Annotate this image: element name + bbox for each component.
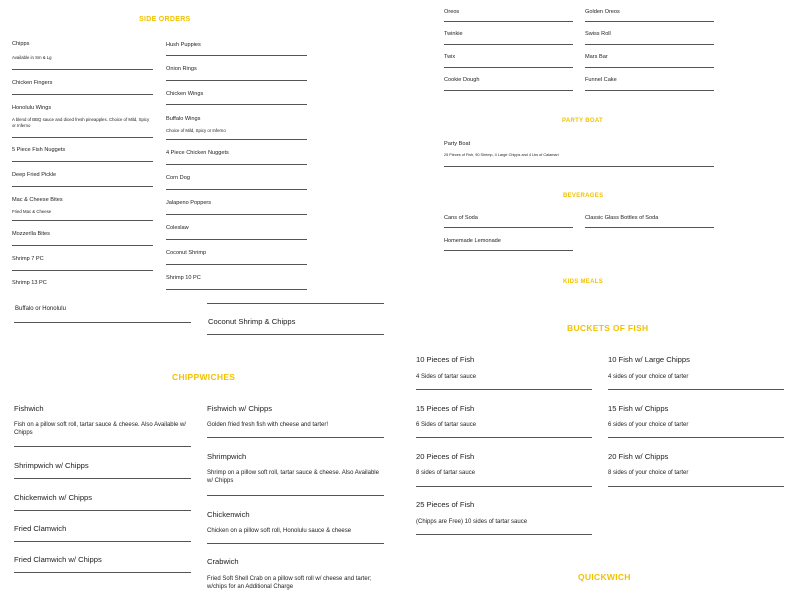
menu-item [444, 22, 573, 45]
item-desc: 6 Sides of tartar sauce [416, 422, 477, 428]
menu-item [166, 140, 307, 165]
item-name: Onion Rings [166, 66, 197, 72]
menu-item [166, 105, 307, 140]
item-desc: Choice of Mild, Spicy or Inferno [166, 128, 226, 133]
item-desc: Available in Sm & Lg [12, 55, 52, 60]
desserts-col1 [444, 0, 573, 91]
item-name: 5 Piece Fish Nuggets [12, 147, 66, 153]
item-name: Chickenwich [207, 510, 250, 519]
item-name: Chickenwich w/ Chipps [14, 493, 93, 502]
item-name: Shrimp 7 PC [12, 256, 44, 262]
beverages-col2 [585, 205, 714, 228]
item-name: Mozzerlla Bites [12, 231, 50, 237]
item-name: Coconut Shrimp [166, 250, 207, 256]
menu-item [166, 36, 307, 56]
item-name: Fried Clamwich [14, 524, 67, 533]
item-name: Fishwich [14, 404, 44, 413]
menu-item [585, 22, 714, 45]
item-desc: 8 sides of your choice of tarter [608, 470, 689, 476]
item-name: Cans of Soda [444, 215, 478, 221]
menu-item [207, 438, 384, 496]
menu-item [166, 240, 307, 265]
menu-item [14, 542, 191, 573]
buckets-col2 [608, 346, 784, 487]
menu-item [608, 438, 784, 487]
menu-item [12, 221, 153, 246]
item-name: Shrimp 13 PC [12, 280, 47, 286]
buckets-heading: BUCKETS OF FISH [567, 323, 649, 333]
item-desc: Fried Mac & Cheese [12, 209, 52, 214]
menu-item [444, 205, 573, 228]
item-name: 25 Pieces of Fish [416, 500, 475, 509]
item-name: Deep Fried Pickle [12, 172, 57, 178]
menu-item [12, 246, 153, 271]
divider [207, 334, 384, 335]
beverages-heading: BEVERAGES [563, 193, 604, 199]
coconut-shrimp-item: Coconut Shrimp & Chipps [208, 317, 296, 326]
item-name: Corn Dog [166, 175, 190, 181]
menu-item [14, 396, 191, 447]
item-name: 20 Fish w/ Chipps [608, 452, 669, 461]
menu-item [14, 511, 191, 542]
side-orders-col1 [12, 36, 153, 290]
side-orders-col2 [166, 36, 307, 290]
item-desc: 25 Pieces of Fish, 90 Shrimp, 4 Large Chipps and 4 Lbs of Calamari [444, 153, 559, 157]
menu-item [207, 396, 384, 438]
item-name: 4 Piece Chicken Nuggets [166, 150, 229, 156]
menu-item [166, 165, 307, 190]
menu-item [608, 346, 784, 390]
menu-item [14, 479, 191, 511]
item-name: Funnel Cake [585, 77, 617, 83]
beverages-col1 [444, 205, 573, 251]
menu-item [416, 346, 592, 390]
item-name: Honolulu Wings [12, 105, 52, 111]
item-name: Fried Clamwich w/ Chipps [14, 555, 102, 564]
item-desc: 6 sides of your choice of tarter [608, 422, 689, 428]
item-name: Mac & Cheese Bites [12, 197, 63, 203]
item-desc: Golden fried fresh fish with cheese and tarter! [207, 422, 329, 428]
item-desc: (Chipps are Free) 10 sides of tartar sauce [416, 519, 528, 525]
item-name: 15 Pieces of Fish [416, 404, 475, 413]
divider [207, 303, 384, 304]
menu-item [444, 228, 573, 251]
item-desc: Shrimp on a pillow soft roll, tartar sauce & cheese. Also Available w/ Chipps [207, 470, 379, 484]
menu-item [585, 0, 714, 22]
menu-item [12, 187, 153, 221]
item-name: Crabwich [207, 557, 239, 566]
item-name: Classic Glass Bottles of Soda [585, 215, 659, 221]
quickwich-heading: QUICKWICH [578, 572, 631, 582]
side-orders-heading: SIDE ORDERS [139, 16, 191, 23]
menu-item [207, 496, 384, 544]
menu-item [12, 138, 153, 162]
menu-item [585, 45, 714, 68]
item-name: Mars Bar [585, 54, 608, 60]
item-name: Chicken Fingers [12, 80, 53, 86]
item-name: 10 Pieces of Fish [416, 355, 475, 364]
menu-item [444, 68, 573, 91]
item-name: Buffalo Wings [166, 116, 201, 122]
menu-item [166, 81, 307, 105]
item-name: Shrimpwich [207, 452, 247, 461]
buckets-col1 [416, 346, 592, 535]
item-name: Twinkie [444, 31, 463, 37]
menu-item [12, 70, 153, 95]
menu-item [12, 271, 153, 290]
menu-item [416, 438, 592, 487]
desserts-col2 [585, 0, 714, 91]
buffalo-text: Buffalo or Honolulu [15, 306, 66, 312]
item-name: Homemade Lemonade [444, 238, 501, 244]
item-name: Oreos [444, 9, 460, 15]
item-name: Cookie Dough [444, 77, 480, 83]
item-desc: 4 Sides of tartar sauce [416, 374, 477, 380]
item-name: Party Boat [444, 141, 471, 147]
item-name: Fishwich w/ Chipps [207, 404, 272, 413]
item-desc: Fish on a pillow soft roll, tartar sauce & cheese. Also Available w/ Chipps [14, 422, 186, 436]
menu-item [12, 36, 153, 70]
item-desc: 8 sides of tartar sauce [416, 470, 476, 476]
item-name: Golden Oreos [585, 9, 620, 15]
item-desc: Chicken on a pillow soft roll, Honolulu sauce & cheese [207, 528, 352, 534]
menu-item [166, 56, 307, 81]
menu-item [585, 205, 714, 228]
item-name: Chipps [12, 41, 30, 47]
chippwiches-col2 [207, 396, 384, 596]
menu-item [166, 215, 307, 240]
item-name: Chicken Wings [166, 91, 204, 97]
party-boat-heading: PARTY BOAT [562, 118, 604, 124]
divider [14, 322, 191, 323]
menu-item [166, 190, 307, 215]
menu-item [207, 544, 384, 596]
item-name: Jalapeno Poppers [166, 200, 212, 206]
item-desc: A blend of BBQ sauce and diced fresh pineapples. Choice of Mild, Spicy or Inferno [12, 117, 150, 128]
chippwiches-heading: CHIPPWICHES [172, 372, 236, 382]
item-desc: 4 sides of your choice of tarter [608, 374, 689, 380]
menu-item [585, 68, 714, 91]
item-name: Shrimpwich w/ Chipps [14, 461, 89, 470]
item-name: 15 Fish w/ Chipps [608, 404, 669, 413]
item-name: Twix [444, 54, 456, 60]
item-name: 20 Pieces of Fish [416, 452, 475, 461]
party-boat-item [444, 130, 714, 167]
chippwiches-col1 [14, 396, 191, 573]
menu-item [12, 95, 153, 138]
item-name: Swiss Roll [585, 31, 611, 37]
item-name: Coleslaw [166, 225, 189, 231]
menu-item [12, 162, 153, 187]
item-name: 10 Fish w/ Large Chipps [608, 355, 690, 364]
menu-item [416, 390, 592, 438]
item-name: Hush Puppies [166, 42, 201, 48]
menu-item [166, 265, 307, 290]
menu-item [444, 45, 573, 68]
menu-item [608, 390, 784, 438]
menu-item [416, 487, 592, 535]
menu-item [444, 0, 573, 22]
item-name: Shrimp 10 PC [166, 275, 201, 281]
item-desc: Fried Soft Shell Crab on a pillow soft roll w/ cheese and tarter; w/chips for an Additional Charge [207, 576, 372, 590]
kids-meals-heading: KIDS MEALS [563, 279, 604, 285]
menu-item [14, 447, 191, 479]
